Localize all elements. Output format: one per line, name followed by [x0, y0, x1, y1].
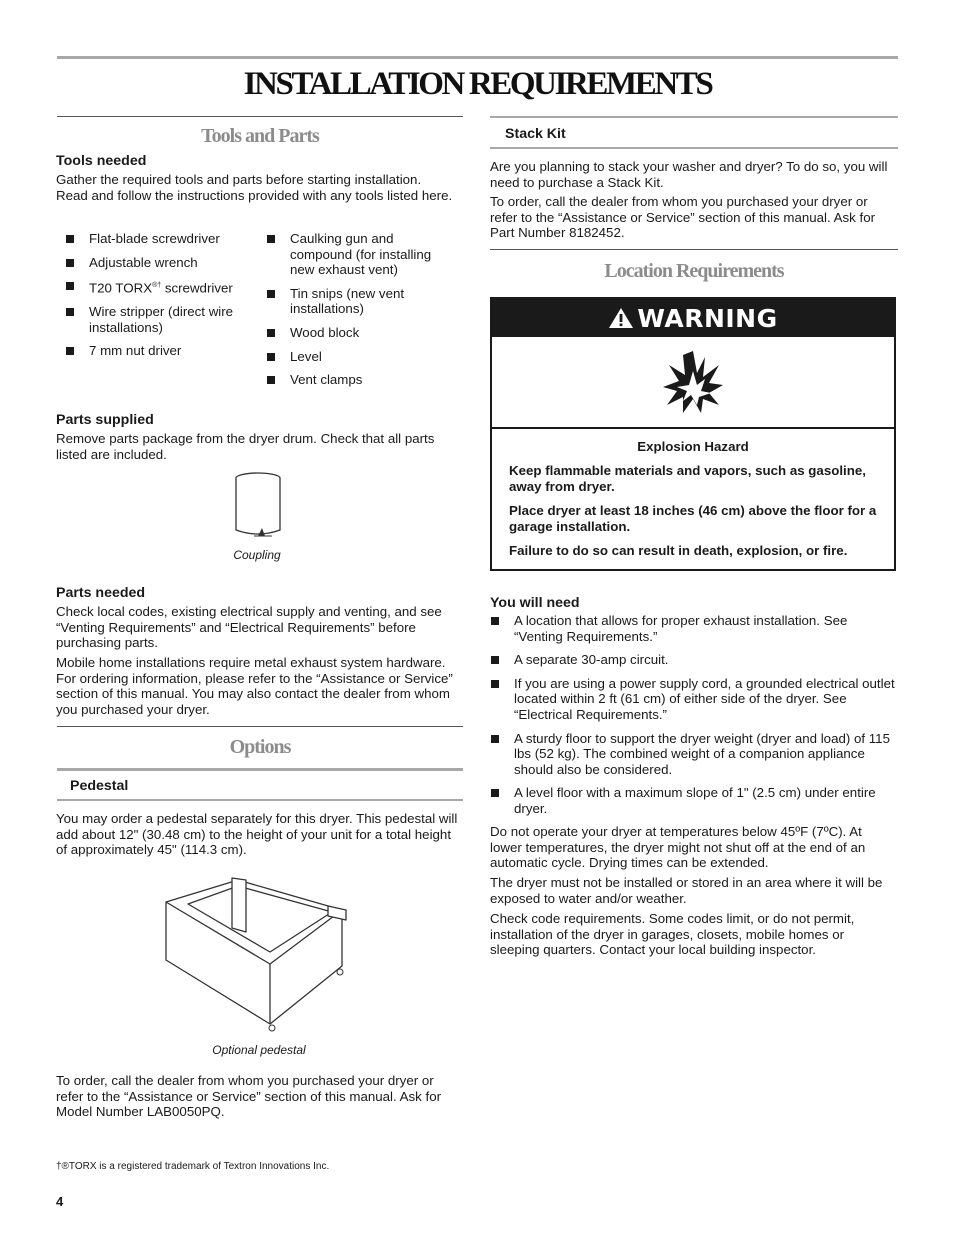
list-item: Wire stripper (direct wire installations) [56, 304, 254, 335]
warning-icon-panel [492, 337, 894, 429]
location-rule [490, 249, 898, 250]
tools-needed-intro: Gather the required tools and parts before starting installation. Read and follow the instructions provided with any tools listed here. [56, 172, 453, 203]
torx-sup: ®† [152, 282, 162, 290]
options-heading: Options [229, 736, 291, 758]
list-item: A sturdy floor to support the dryer weight (dryer and load) of 115 lbs (52 kg). The combined weight of a companion appliance should also be considered. [490, 731, 896, 778]
hazard-title: Explosion Hazard [637, 439, 749, 454]
page-title: INSTALLATION REQUIREMENTS [243, 66, 712, 102]
list-item: A separate 30-amp circuit. [490, 652, 896, 668]
top-rule [57, 56, 898, 59]
tools-list-col2 [257, 231, 457, 388]
pedestal-caption: Optional pedestal [212, 1043, 306, 1057]
stack-kit-p2: To order, call the dealer from whom you purchased your dryer or refer to the “Assistance or Service” section of this manual. Ask for Part Number 8182452. [490, 194, 876, 241]
list-item: Adjustable wrench [56, 255, 256, 271]
list-item [56, 278, 256, 296]
torx-label: T20 TORX [89, 280, 153, 296]
location-p1: Do not operate your dryer at temperatures below 45ºF (7ºC). At lower temperatures, the dryer might not shut off at the end of an automatic cycle. Drying times can be extended. [490, 824, 866, 871]
stack-kit-rule-top [490, 116, 898, 118]
list-item: Tin snips (new vent installations) [257, 286, 440, 317]
parts-needed-heading: Parts needed [56, 585, 146, 601]
list-item: Flat-blade screwdriver [56, 231, 256, 247]
stack-kit-rule-bottom [490, 147, 898, 149]
tools-parts-rule [57, 116, 463, 117]
list-item: Caulking gun and compound (for installing new exhaust vent) [257, 231, 457, 278]
list-item: A location that allows for proper exhaust installation. See “Venting Requirements.” [490, 613, 896, 644]
list-item: 7 mm nut driver [56, 343, 256, 359]
location-p2: The dryer must not be installed or stored in an area where it will be exposed to water and/or weather. [490, 875, 883, 906]
tools-parts-heading: Tools and Parts [201, 125, 319, 147]
list-item: If you are using a power supply cord, a grounded electrical outlet located within 2 ft (61 cm) of either side of the dryer. See “Electrical Requirements.” [490, 676, 896, 723]
warning-line: Keep flammable materials and vapors, such as gasoline, away from dryer. [509, 463, 866, 494]
parts-supplied-text: Remove parts package from the dryer drum. Check that all parts listed are included. [56, 431, 435, 462]
warning-triangle-icon [608, 306, 634, 330]
tools-list-col1 [56, 231, 256, 359]
warning-line: Failure to do so can result in death, explosion, or fire. [509, 543, 848, 559]
list-item: Level [257, 349, 457, 365]
stack-kit-heading: Stack Kit [505, 126, 566, 142]
parts-supplied-heading: Parts supplied [56, 412, 154, 428]
list-item: Wood block [257, 325, 457, 341]
parts-needed-p1: Check local codes, existing electrical supply and venting, and see “Venting Requirements” and “Electrical Requirements” before purchasing parts. [56, 604, 442, 651]
pedestal-illustration [160, 874, 360, 1036]
pedestal-rule-top [57, 768, 463, 771]
list-item: A level floor with a maximum slope of 1" (2.5 cm) under entire dryer. [490, 785, 896, 816]
list-item: Vent clamps [257, 372, 457, 388]
parts-needed-p2: Mobile home installations require metal exhaust system hardware. For ordering information, please refer to the “Assistance or Service” section of this manual. You may also contact the dealer from whom you purchased your dryer. [56, 655, 453, 717]
pedestal-heading: Pedestal [70, 778, 129, 794]
warning-label: WARNING [637, 303, 778, 333]
footnote: †®TORX is a registered trademark of Textron Innovations Inc. [56, 1161, 330, 1172]
location-p3: Check code requirements. Some codes limit, or do not permit, installation of the dryer in garages, closets, mobile homes or sleeping quarters. Contact your local building inspector. [490, 911, 855, 958]
you-will-need-list [490, 613, 896, 817]
tools-needed-heading: Tools needed [56, 153, 147, 169]
stack-kit-p1: Are you planning to stack your washer and dryer? To do so, you will need to purchase a Stack Kit. [490, 159, 888, 190]
coupling-illustration [232, 470, 288, 542]
options-rule [57, 726, 463, 727]
explosion-icon [661, 349, 725, 415]
pedestal-rule-bottom [57, 799, 463, 801]
coupling-caption: Coupling [233, 548, 281, 562]
warning-box [490, 297, 896, 571]
you-will-need-heading: You will need [490, 595, 580, 611]
warning-header [492, 299, 894, 337]
torx-suffix: screwdriver [161, 280, 233, 296]
page-number: 4 [56, 1194, 64, 1209]
warning-line: Place dryer at least 18 inches (46 cm) above the floor for a garage installation. [509, 503, 877, 534]
pedestal-p2: To order, call the dealer from whom you purchased your dryer or refer to the “Assistance or Service” section of this manual. Ask for Model Number LAB0050PQ. [56, 1073, 442, 1120]
location-heading: Location Requirements [604, 260, 784, 282]
pedestal-p1: You may order a pedestal separately for this dryer. This pedestal will add about 12" (30.48 cm) to the height of your unit for a total height of approximately 45" (114.3 cm). [56, 811, 458, 858]
